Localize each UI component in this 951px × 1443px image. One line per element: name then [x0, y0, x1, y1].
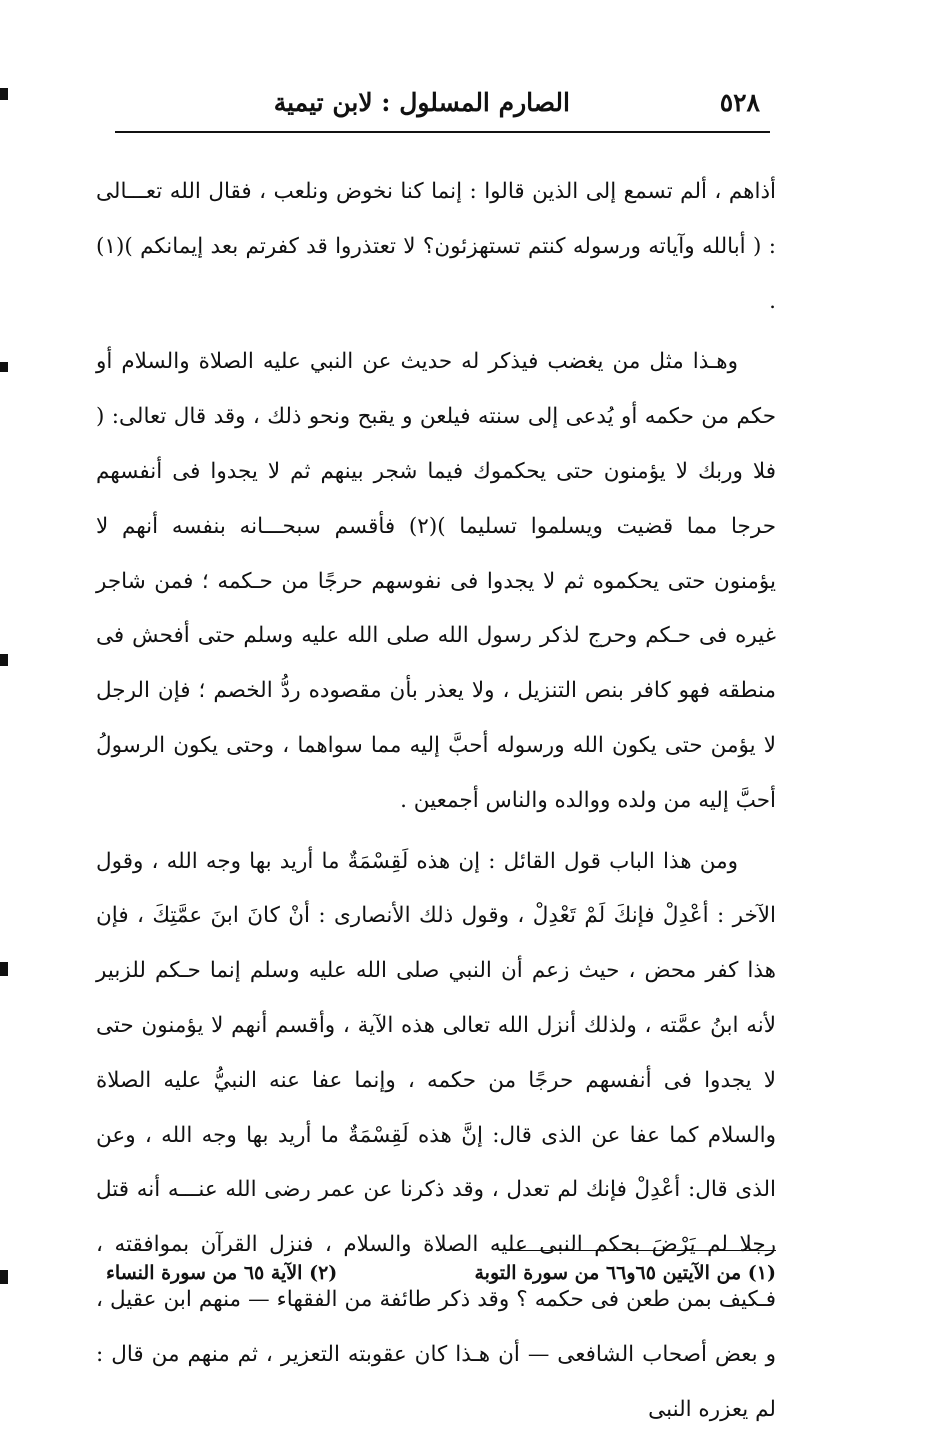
page-header [115, 84, 770, 126]
scan-edge-mark [0, 362, 8, 372]
paragraph-1: أذاهم ، ألم تسمع إلى الذين قالوا : إنما كنا نخوض ونلعب ، فقال الله تعـــالى : ( أبالله وآياته ورسوله كنتم تستهزئون؟ لا تعتذروا قد كفرتم بعد إيمانكم )(١) . [96, 179, 776, 314]
scan-edge-mark [0, 962, 8, 976]
scan-edge-mark [0, 654, 8, 666]
scan-edge-mark [0, 1270, 8, 1284]
paragraph-2: وهـذا مثل من يغضب فيذكر له حديث عن النبي عليه الصلاة والسلام أو حكم من حكمه أو يُدعى إلى سنته فيلعن و يقبح ونحو ذلك ، وقد قال تعالى: ( فلا وربك لا يؤمنون حتى يحكموك فيما شجر بينهم ثم لا يجدوا فى أنفسهم حرجا مما قضيت ويسلموا تسليما )(٢) فأقسم سبحـــانه بنفسه أنهم لا يؤمنون حتى يحكموه ثم لا يجدوا فى نفوسهم حرجًا من حـكمه ؛ فمن شاجر غيره فى حـكم وحرج لذكر رسول الله صلى الله عليه وسلم حتى أفحش فى منطقه فهو كافر بنص التنزيل ، ولا يعذر بأن مقصوده ردُّ الخصم ؛ فإن الرجل لا يؤمن حتى يكون الله ورسوله أحبَّ إليه مما سواهما ، وحتى يكون الرسولُ أحبَّ إليه من ولده ووالده والناس أجمعين . [96, 349, 776, 813]
footnote-2: (٢) الآية ٦٥ من سورة النساء [106, 1262, 338, 1284]
scan-edge-mark [0, 88, 8, 100]
footnote-1: (١) من الآيتين ٦٥و٦٦ من سورة التوبة [474, 1262, 776, 1284]
body-text [96, 165, 776, 1443]
running-title: الصارم المسلول : لابن تيمية [273, 88, 570, 117]
footnote-rule [506, 1250, 776, 1251]
header-rule [115, 131, 770, 133]
page-number: ٥٢٨ [719, 88, 760, 117]
paragraph-3: ومن هذا الباب قول القائل : إن هذه لَقِسْمَةٌ ما أريد بها وجه الله ، وقول الآخر : أعْدِلْ فإنكَ لَمْ تَعْدِلْ ، وقول ذلك الأنصارى : أنْ كانَ ابنَ عمَّتِكَ ، فإن هذا كفر محض ، حيث زعم أن النبي صلى الله عليه وسلم إنما حـكم للزبير لأنه ابنُ عمَّته ، ولذلك أنزل الله تعالى هذه الآية ، وأقسم أنهم لا يؤمنون حتى لا يجدوا فى أنفسهم حرجًا من حكمه ، وإنما عفا عنه النبيُّ عليه الصلاة والسلام كما عفا عن الذى قال: إنَّ هذه لَقِسْمَةٌ ما أريد بها وجه الله ، وعن الذى قال: أعْدِلْ فإنك لم تعدل ، وقد ذكرنا عن عمر رضى الله عنـــه أنه قتل رجلا لم يَرْضَ بحكم النبى عليه الصلاة والسلام ، فنزل القرآن بموافقته ، فـكيف بمن طعن فى حكمه ؟ وقد ذكر طائفة من الفقهاء — منهم ابن عقيل ، و بعض أصحاب الشافعى — أن هـذا كان عقوبته التعزير ، ثم منهم من قال : لم يعزره النبى [96, 848, 776, 1422]
